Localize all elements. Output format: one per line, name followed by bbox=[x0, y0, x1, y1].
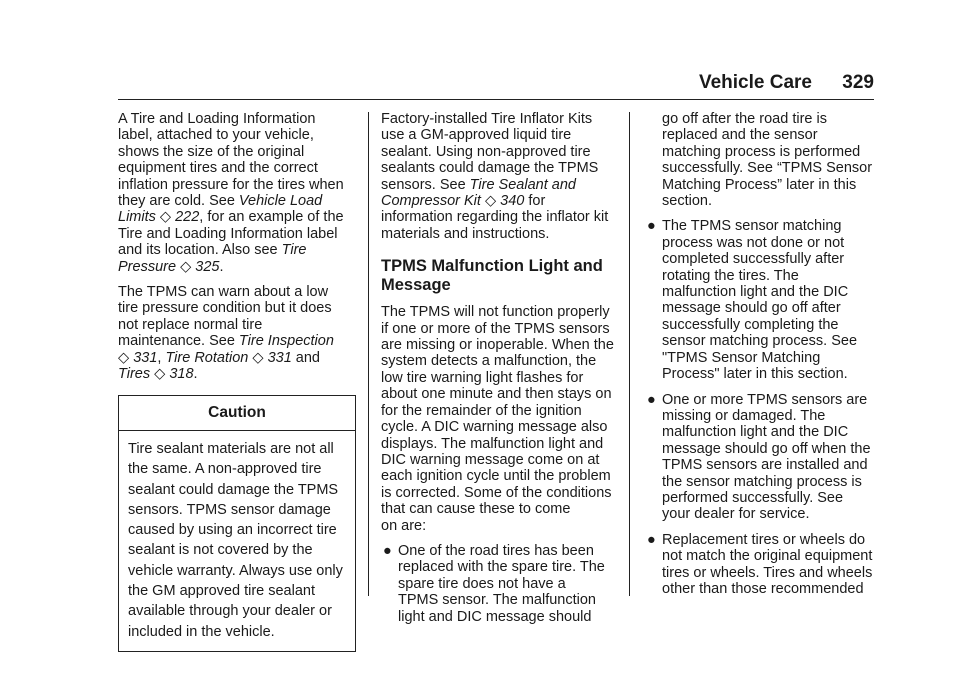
text-line: materials and instructions. bbox=[381, 225, 550, 242]
text-run: . bbox=[193, 366, 198, 383]
text-line bbox=[118, 193, 356, 209]
text-line bbox=[381, 177, 613, 193]
text-line bbox=[118, 333, 356, 349]
page-ref-icon: ◇ bbox=[159, 209, 172, 226]
text-line: not match the original equipment bbox=[662, 548, 873, 565]
page-ref-number[interactable]: 340 bbox=[500, 193, 525, 210]
page-ref-number[interactable]: 331 bbox=[267, 349, 292, 366]
text-line: displays. The malfunction light and bbox=[381, 435, 604, 452]
text-run: , for an example of the bbox=[199, 209, 344, 226]
text-line: use a GM-approved liquid tire bbox=[381, 127, 572, 144]
link-tire-inspection[interactable]: Tire Inspection bbox=[238, 333, 334, 350]
text-line: One or more TPMS sensors are bbox=[662, 391, 868, 408]
text-line: The TPMS can warn about a low bbox=[118, 284, 329, 301]
column-3 bbox=[645, 111, 877, 606]
text-line: TPMS sensor. The malfunction bbox=[398, 592, 596, 609]
link-tire-pressure[interactable]: Tire bbox=[281, 242, 307, 259]
page-ref-number[interactable]: 222 bbox=[175, 209, 200, 226]
text-line: for the remainder of the ignition bbox=[381, 402, 582, 419]
text-line bbox=[118, 366, 356, 382]
column-1 bbox=[118, 111, 356, 652]
text-line: malfunction light and the DIC bbox=[662, 424, 849, 441]
bullet-icon: ● bbox=[383, 542, 392, 559]
link-tire-sealant[interactable]: Tire Sealant and bbox=[469, 176, 576, 193]
text-line: rotating the tires. The bbox=[662, 267, 799, 284]
text-line: cycle. A DIC warning message also bbox=[381, 419, 608, 436]
page-ref-number[interactable]: 325 bbox=[195, 258, 220, 275]
page-ref-number[interactable]: 318 bbox=[169, 366, 194, 383]
list-item bbox=[645, 218, 877, 382]
link-vehicle-load-limits-2[interactable]: Limits bbox=[118, 209, 156, 226]
text-line bbox=[118, 242, 356, 258]
text-line: sealant is not covered by the bbox=[128, 542, 313, 559]
text-line: ◇ 331, Tire Rotation ◇ 331 and bbox=[118, 349, 320, 366]
text-line: Matching Process” later in this bbox=[662, 176, 857, 193]
page-ref-icon: ◇ bbox=[154, 366, 166, 383]
text-line: equipment tires and the correct bbox=[118, 160, 318, 177]
text-line: spare tire does not have a bbox=[398, 575, 566, 592]
text-line: information regarding the inflator kit bbox=[381, 209, 609, 226]
paragraph-malfunction bbox=[381, 304, 613, 534]
text-line: message should go off when the bbox=[662, 440, 871, 457]
header-divider bbox=[118, 99, 874, 100]
text-line: Process" later in this section. bbox=[662, 366, 848, 383]
paragraph-inflator-kits bbox=[381, 111, 613, 242]
text-line: successfully. See “TPMS Sensor bbox=[662, 160, 873, 177]
heading-line: Message bbox=[381, 276, 451, 295]
page-ref-icon: ◇ bbox=[180, 258, 192, 275]
link-tire-rotation[interactable]: Tire Rotation bbox=[165, 349, 249, 366]
text-line: Factory-installed Tire Inflator Kits bbox=[381, 111, 593, 127]
text-line bbox=[381, 193, 613, 209]
text-line bbox=[118, 259, 356, 275]
text-line: light and DIC message should bbox=[398, 608, 592, 625]
text-line: on are: bbox=[381, 517, 427, 534]
text-line: available through your dealer or bbox=[128, 603, 332, 620]
text-line: performed successfully. See bbox=[662, 489, 844, 506]
text-line: TPMS sensors are installed and bbox=[662, 457, 868, 474]
text-line: other than those recommended bbox=[662, 580, 864, 597]
column-2 bbox=[381, 111, 613, 634]
text-line: label, attached to your vehicle, bbox=[118, 127, 314, 144]
text-line: missing or damaged. The bbox=[662, 407, 826, 424]
text-line: Tire sealant materials are not all bbox=[128, 440, 334, 457]
text-line: tire pressure condition but it does bbox=[118, 300, 332, 317]
list-item bbox=[645, 532, 877, 598]
column-divider-2 bbox=[629, 112, 630, 596]
text-line: A Tire and Loading Information bbox=[118, 111, 316, 127]
caution-body bbox=[119, 431, 355, 651]
text-line: that can cause these to come bbox=[381, 501, 571, 518]
text-line: sensor matching process. See bbox=[662, 333, 858, 350]
text-line: The TPMS sensor matching bbox=[662, 218, 842, 235]
text-line: sealant could damage the TPMS bbox=[128, 481, 339, 498]
caution-box bbox=[118, 395, 356, 652]
text-run: and bbox=[295, 349, 320, 366]
text-line: included in the vehicle. bbox=[128, 623, 275, 640]
text-run: sensors. See bbox=[381, 176, 466, 193]
text-line: vehicle warranty. Always use only bbox=[128, 562, 343, 579]
list-item bbox=[645, 392, 877, 523]
text-run: maintenance. See bbox=[118, 333, 235, 350]
text-line: matching process is performed bbox=[662, 143, 861, 160]
text-line: if one or more of the TPMS sensors bbox=[381, 320, 610, 337]
text-line: sealant. Using non-approved tire bbox=[381, 143, 591, 160]
text-line: Replacement tires or wheels do bbox=[662, 531, 866, 548]
text-line: inflation pressure for the tires when bbox=[118, 176, 344, 193]
paragraph-tpms-warning bbox=[118, 284, 356, 382]
text-line: low tire warning light flashes for bbox=[381, 369, 584, 386]
text-line: are missing or inoperable. When the bbox=[381, 337, 614, 354]
text-line: shows the size of the original bbox=[118, 143, 305, 160]
text-line: completed successfully after bbox=[662, 251, 845, 268]
text-run: . bbox=[219, 258, 224, 275]
text-line: not replace normal tire bbox=[118, 316, 263, 333]
text-line: system detects a malfunction, the bbox=[381, 353, 597, 370]
text-line: section. bbox=[662, 193, 712, 210]
text-line: Tire and Loading Information label bbox=[118, 225, 338, 242]
link-compressor-kit[interactable]: Compressor Kit bbox=[381, 193, 481, 210]
heading-line: TPMS Malfunction Light and bbox=[381, 257, 603, 276]
text-line: message should go off after bbox=[662, 300, 841, 317]
text-line: replaced and the sensor bbox=[662, 127, 818, 144]
text-line bbox=[118, 209, 356, 225]
caution-heading: Caution bbox=[119, 396, 355, 431]
text-line: "TPMS Sensor Matching bbox=[662, 349, 821, 366]
text-line: successfully completing the bbox=[662, 316, 839, 333]
section-heading bbox=[381, 257, 613, 295]
text-run: they are cold. See bbox=[118, 193, 235, 210]
text-line: The TPMS will not function properly bbox=[381, 304, 610, 321]
text-line: each ignition cycle until the problem bbox=[381, 468, 611, 485]
text-line: sensors. TPMS sensor damage bbox=[128, 501, 331, 518]
text-line: is corrected. Some of the conditions bbox=[381, 484, 612, 501]
page-number: 329 bbox=[842, 72, 874, 93]
bullet-icon: ● bbox=[647, 218, 656, 235]
text-line: the same. A non-approved tire bbox=[128, 461, 322, 478]
text-line: the sensor matching process is bbox=[662, 473, 862, 490]
link-vehicle-load-limits[interactable]: Vehicle Load bbox=[238, 193, 323, 210]
column-divider-1 bbox=[368, 112, 369, 596]
text-line: about one minute and then stays on bbox=[381, 386, 612, 403]
text-line: the GM approved tire sealant bbox=[128, 582, 315, 599]
text-line: malfunction light and the DIC bbox=[662, 284, 849, 301]
bullet-icon: ● bbox=[647, 531, 656, 548]
text-line: One of the road tires has been bbox=[398, 542, 594, 559]
list-item bbox=[381, 543, 613, 625]
bullet-icon: ● bbox=[647, 391, 656, 408]
text-run: and its location. Also see bbox=[118, 242, 278, 259]
page-header bbox=[640, 72, 874, 96]
text-line: tires or wheels. Tires and wheels bbox=[662, 564, 873, 581]
text-run: for bbox=[528, 193, 546, 210]
text-line: DIC warning message come on at bbox=[381, 451, 600, 468]
page-ref-icon: ◇ bbox=[252, 349, 264, 366]
page-ref-icon: ◇ bbox=[484, 193, 497, 210]
page-ref-icon: ◇ bbox=[118, 349, 130, 366]
text-line: go off after the road tire is bbox=[662, 111, 827, 127]
link-tires[interactable]: Tires bbox=[118, 366, 151, 383]
page-ref-number[interactable]: 331 bbox=[133, 349, 158, 366]
link-tire-pressure-2[interactable]: Pressure bbox=[118, 258, 177, 275]
section-title: Vehicle Care bbox=[698, 72, 812, 93]
text-line: process was not done or not bbox=[662, 234, 845, 251]
paragraph-tire-loading-label bbox=[118, 111, 356, 275]
text-line: your dealer for service. bbox=[662, 506, 810, 523]
text-line: sealants could damage the TPMS bbox=[381, 160, 599, 177]
text-line: caused by using an incorrect tire bbox=[128, 522, 337, 539]
text-line: replaced with the spare tire. The bbox=[398, 559, 605, 576]
list-item-continuation bbox=[645, 111, 877, 209]
